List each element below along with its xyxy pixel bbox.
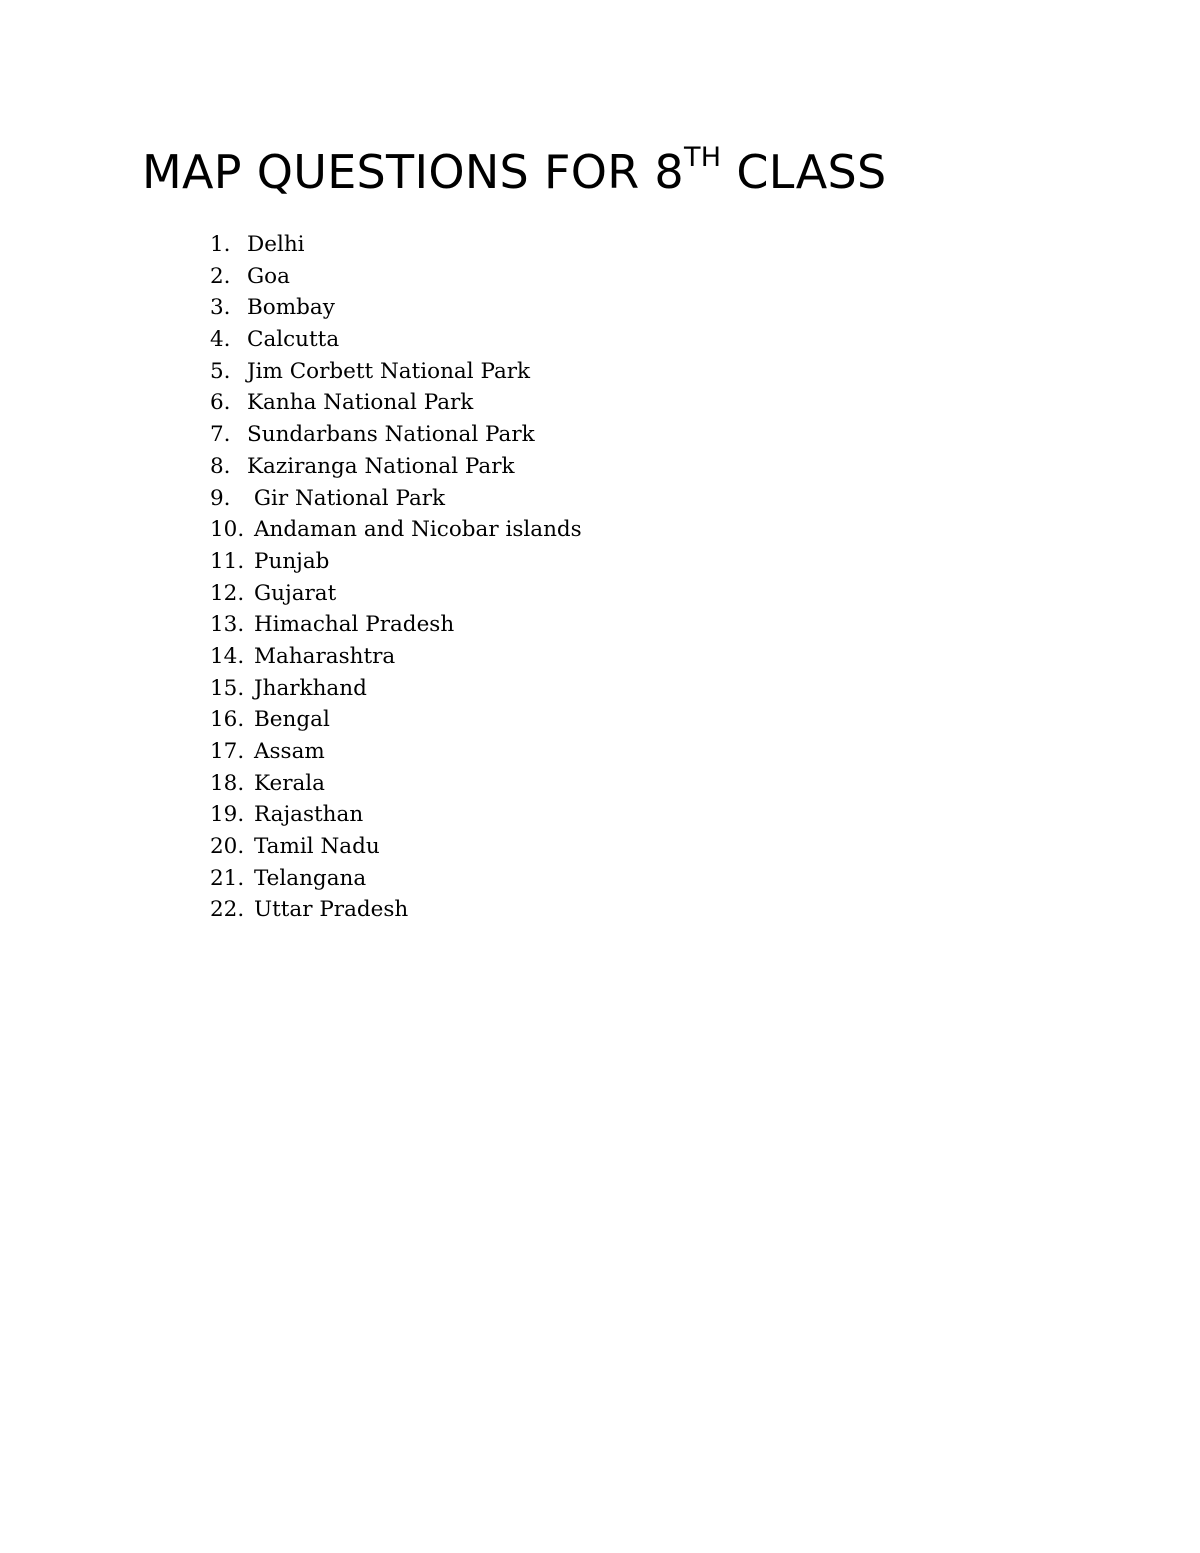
list-item-number: 21. bbox=[210, 865, 245, 891]
list-item-number: 4. bbox=[210, 327, 231, 353]
title-superscript: TH bbox=[683, 142, 722, 173]
list-item-number: 2. bbox=[210, 263, 231, 289]
list-item-text: Rajasthan bbox=[254, 802, 364, 828]
list-item-text: Kanha National Park bbox=[247, 390, 474, 416]
list-item-number: 6. bbox=[210, 390, 231, 416]
list-item-text: Goa bbox=[247, 263, 290, 289]
list-item-text: Uttar Pradesh bbox=[254, 897, 409, 923]
list-item-text: Jim Corbett National Park bbox=[247, 358, 531, 384]
title-suffix: CLASS bbox=[721, 145, 887, 199]
list-item-number: 5. bbox=[210, 358, 231, 384]
list-item-number: 16. bbox=[210, 707, 245, 733]
list-item-text: Gir National Park bbox=[247, 485, 446, 511]
list-item-number: 13. bbox=[210, 612, 245, 638]
list-item-text: Jharkhand bbox=[254, 675, 367, 701]
list-item-number: 18. bbox=[210, 770, 245, 796]
list-item-number: 10. bbox=[210, 517, 245, 543]
list-item-number: 11. bbox=[210, 548, 245, 574]
list-item-text: Bengal bbox=[254, 707, 330, 733]
title-main: MAP QUESTIONS FOR 8 bbox=[142, 145, 684, 199]
list-item-number: 9. bbox=[210, 485, 231, 511]
list-item-text: Delhi bbox=[247, 232, 305, 257]
list-item-number: 14. bbox=[210, 643, 245, 669]
list-item-number: 22. bbox=[210, 897, 245, 923]
page-title bbox=[142, 142, 886, 202]
list-item-number: 3. bbox=[210, 295, 231, 321]
list-item-number: 20. bbox=[210, 834, 245, 860]
list-item-number: 15. bbox=[210, 675, 245, 701]
list-item-text: Andaman and Nicobar islands bbox=[254, 517, 582, 543]
list-item-text: Kaziranga National Park bbox=[247, 453, 515, 479]
list-item-text: Telangana bbox=[254, 865, 367, 891]
list-item-text: Bombay bbox=[247, 295, 335, 321]
list-item-number: 19. bbox=[210, 802, 245, 828]
list-item-number: 12. bbox=[210, 580, 245, 606]
list-item-text: Sundarbans National Park bbox=[247, 422, 535, 448]
list-item-number: 7. bbox=[210, 422, 231, 448]
list-item-text: Himachal Pradesh bbox=[254, 612, 455, 638]
list-item-text: Kerala bbox=[254, 770, 325, 796]
list-item-text: Maharashtra bbox=[254, 643, 396, 669]
list-item-text: Calcutta bbox=[247, 327, 340, 353]
list-item-number: 1. bbox=[210, 232, 231, 257]
list-item-text: Gujarat bbox=[254, 580, 337, 606]
list-item-number: 8. bbox=[210, 453, 231, 479]
list-item-number: 17. bbox=[210, 739, 245, 764]
list-item-text: Tamil Nadu bbox=[254, 834, 380, 860]
list-item-text: Punjab bbox=[254, 548, 330, 574]
list-item-text: Assam bbox=[254, 739, 325, 764]
